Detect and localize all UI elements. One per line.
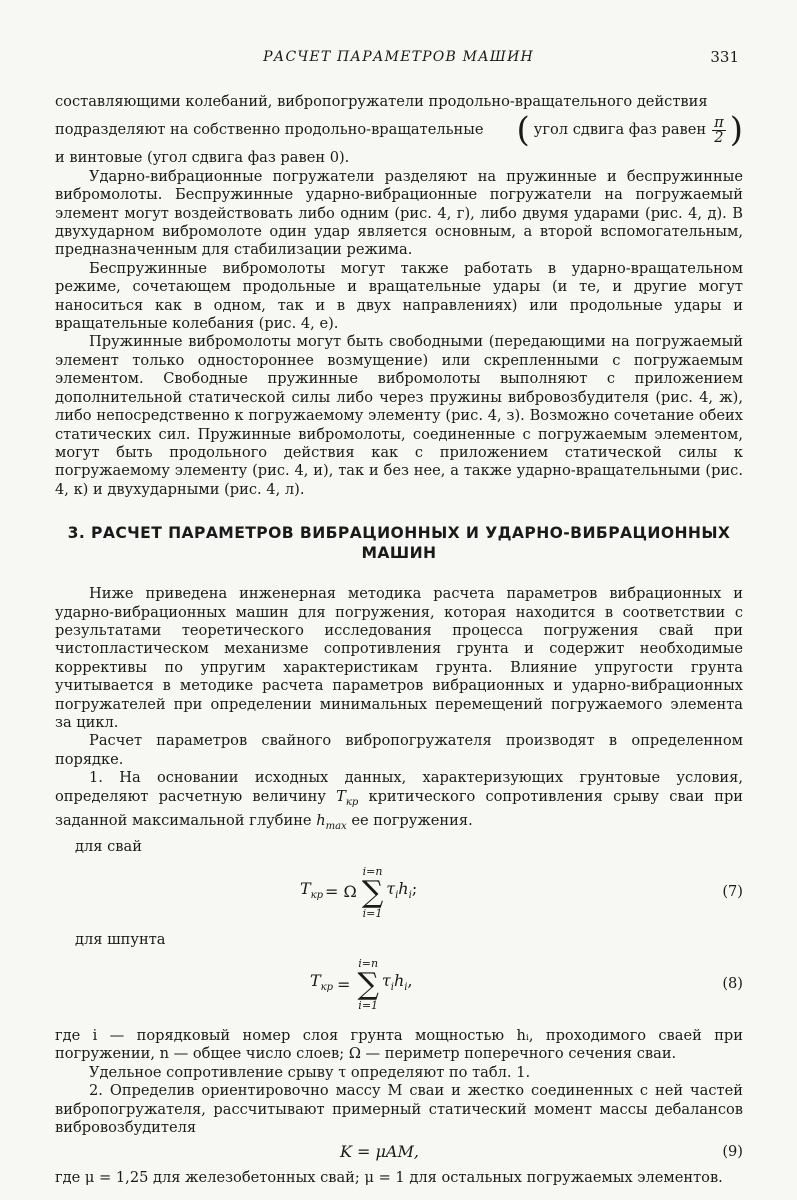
t-kr-symbol: $T_{кр}$ — [336, 787, 359, 808]
section-heading — [55, 523, 743, 563]
intro-line-3: и винтовые (угол сдвига фаз равен 0). — [55, 149, 350, 167]
formula-9 — [55, 1141, 743, 1167]
fraction-numerator: π — [714, 113, 724, 131]
formula-8-number: (8) — [722, 975, 743, 993]
label-for-piles: для свай — [75, 838, 142, 856]
paren-open: ( — [516, 110, 530, 151]
running-header — [0, 48, 797, 70]
section-heading-line-2: МАШИН — [361, 544, 437, 563]
formula-7-term: $\tau_ih_i$; — [386, 878, 418, 902]
paragraph-order: Расчет параметров свайного вибропогружателя производят в определенном порядке. — [55, 732, 743, 768]
phase-angle-text: угол сдвига фаз равен — [533, 121, 707, 139]
formula-7-eq: = Ω — [325, 882, 357, 902]
paragraph-step-1 — [55, 769, 743, 836]
paren-close: ) — [729, 110, 743, 151]
pi-over-two-fraction — [712, 113, 726, 146]
paragraph-springless: Беспружинные вибромолоты могут также работать в ударно-вращательном режиме, сочетающем продольные и вращательные удары (и те, и другие могут наноситься как в одном, так и в двух направлениях) или продольные удары и вращательные колебания (рис. 4, е). — [55, 259, 743, 333]
formula-7-sum: i=n ∑ i=1 — [361, 864, 384, 920]
step-1-text-a: 1. На основании исходных данных, характеризующих грунтовые условия, определяют расчетную величину — [55, 769, 743, 805]
page-body — [55, 93, 743, 1188]
paragraph-method: Ниже приведена инженерная методика расчета параметров вибрационных и ударно-вибрационных машин для погружения, которая находится в соответствии с результатами теоретического исследования процесса погружения свай при чистопластическом механизме сопротивления грунта и содержит необходимые коррективы по упругим характеристикам грунта. Влияние упругости грунта учитывается в методике расчета параметров вибрационных и ударно-вибрационных погружателей при определении минимальных перемещений погружаемого элемента за цикл. — [55, 585, 743, 731]
step-1-text-c: ее погружения. — [351, 811, 473, 829]
label-for-sheet-piles: для шпунта — [75, 930, 166, 948]
formula-8-sum: i=n ∑ i=1 — [357, 957, 379, 1013]
h-max-symbol: $h_{max}$ — [316, 811, 347, 832]
paragraph-step-2: 2. Определив ориентировочно массу M сваи и жестко соединенных с ней частей вибропогружателя, рассчитывают примерный статический момент массы дебалансов вибровозбудителя — [55, 1082, 743, 1137]
formula-7-number: (7) — [722, 882, 743, 900]
intro-line-2 — [55, 111, 743, 149]
formula-7 — [55, 857, 743, 929]
formula-8-term: $\tau_ih_i$, — [381, 971, 413, 994]
phase-angle-note — [516, 110, 744, 151]
formula-8 — [55, 949, 743, 1021]
specific-resistance-note: Удельное сопротивление срыву τ определяют по табл. 1. — [89, 1063, 531, 1081]
where-clause-2: где μ = 1,25 для железобетонных свай; μ = 1 для остальных погружаемых элементов. — [55, 1169, 723, 1187]
paragraph-spring: Пружинные вибромолоты могут быть свободными (передающими на погружаемый элемент только одностороннее возмущение) или скрепленными с погружаемым элементом. Свободные пружинные вибромолоты выполняют с приложением дополнительной статической силы либо через пружины вибровозбудителя (рис. 4, ж), либо непосредственно к погружаемому элементу (рис. 4, з). Возможно сочетание обеих статических сил. Пружинные вибромолоты, соединенные с погружаемым элементом, могут быть продольного действия как с приложением статической силы к погружаемому элементу (рис. 4, и), так и без нее, а также ударно-вращательными (рис. 4, к) и двухударными (рис. 4, л). — [55, 333, 743, 498]
intro-line-2-text: подразделяют на собственно продольно-вращательные — [55, 121, 484, 139]
page-number: 331 — [710, 48, 739, 66]
formula-9-number: (9) — [722, 1143, 743, 1161]
formula-9-expression: K = μAM, — [340, 1142, 419, 1162]
formula-8-eq: = — [337, 974, 351, 994]
intro-line-1: составляющими колебаний, вибропогружатели продольно-вращательного действия — [55, 93, 708, 110]
formula-8-lhs: $T_{кр}$ — [310, 971, 334, 994]
where-clause-1: где i — порядковый номер слоя грунта мощностью hᵢ, проходимого сваей при погружении, n — общее число слоев; Ω — периметр поперечного сечения сваи. — [55, 1027, 743, 1063]
step-1-text-b: критического сопротивления срыву сваи при заданной максимальной глубине — [55, 787, 744, 829]
paragraph-impact-vibration: Ударно-вибрационные погружатели разделяют на пружинные и беспружинные вибромолоты. Беспружинные ударно-вибрационные погружатели на погружаемый элемент могут воздействовать либо одним (рис. 4, г), либо двумя ударами (рис. 4, д). В двухударном вибромолоте один удар является основным, а второй вспомогательным, предназначенным для стабилизации режима. — [55, 167, 743, 259]
formula-8-expression — [310, 949, 413, 1021]
formula-7-expression — [300, 857, 417, 929]
formula-7-lhs: $T_{кр}$ — [300, 878, 324, 902]
running-title: РАСЧЕТ ПАРАМЕТРОВ МАШИН — [263, 49, 534, 65]
section-heading-line-1: 3. РАСЧЕТ ПАРАМЕТРОВ ВИБРАЦИОННЫХ И УДАРНО-ВИБРАЦИОННЫХ — [67, 524, 731, 543]
fraction-denominator: 2 — [714, 128, 724, 146]
